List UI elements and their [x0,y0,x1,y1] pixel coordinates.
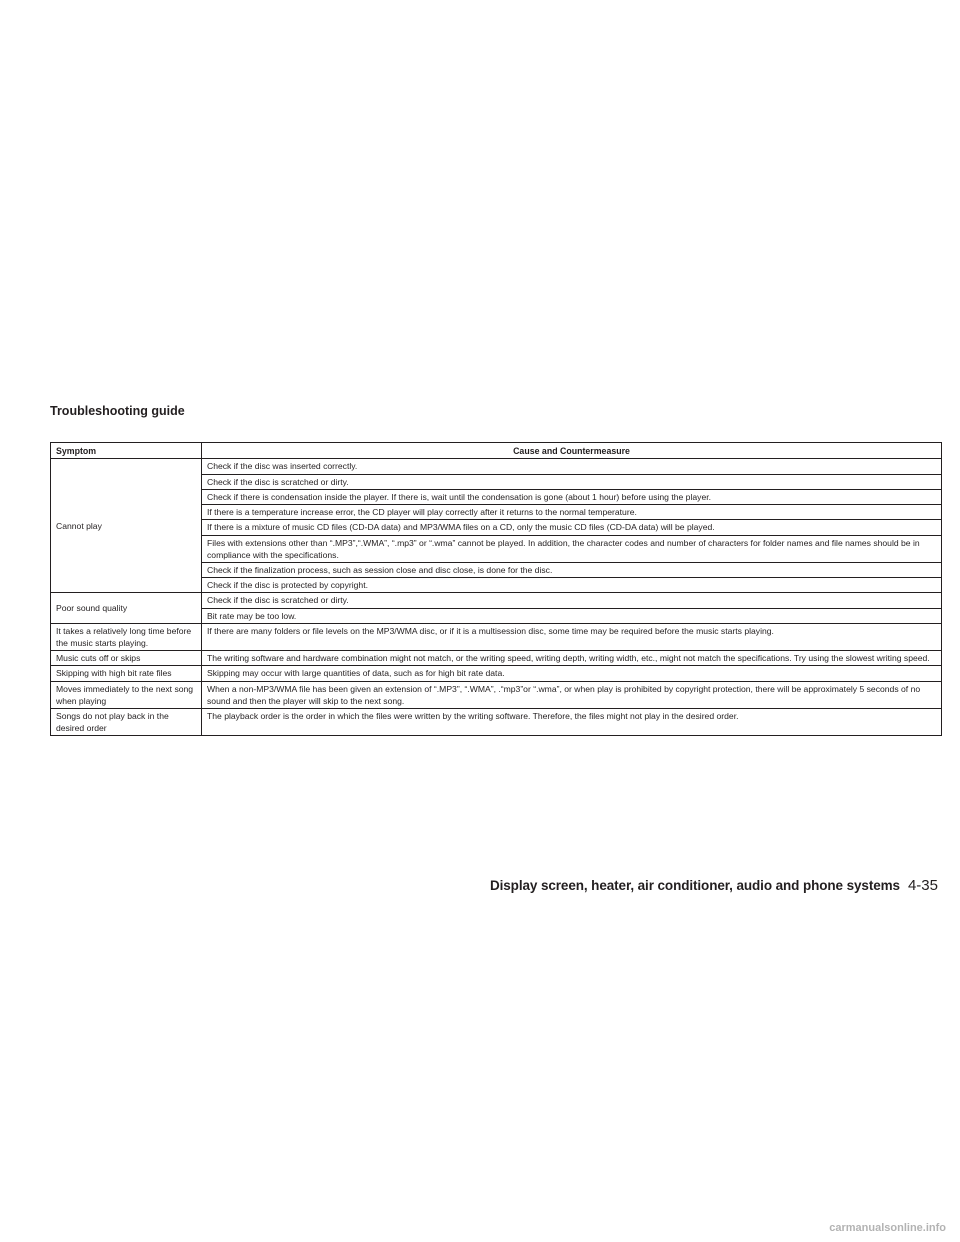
watermark: carmanualsonline.info [829,1222,946,1234]
cause-cell: If there is a mixture of music CD files (CD-DA data) and MP3/WMA files on a CD, only the music CD files (CD-DA data) will be played. [202,520,942,535]
header-symptom: Symptom [51,443,202,459]
section-title: Troubleshooting guide [50,404,185,418]
cause-cell: Check if the disc was inserted correctly. [202,459,942,474]
footer-chapter-title: Display screen, heater, air conditioner, audio and phone systems [489,878,900,893]
table-row [51,593,942,608]
symptom-cell: Poor sound quality [51,593,202,623]
cause-cell: Check if the finalization process, such as session close and disc close, is done for the disc. [202,562,942,577]
symptom-cell: Cannot play [51,459,202,593]
symptom-cell: Moves immediately to the next song when playing [51,681,202,708]
cause-cell: Check if there is condensation inside the player. If there is, wait until the condensation is gone (about 1 hour) before using the player. [202,489,942,504]
cause-cell: Check if the disc is scratched or dirty. [202,474,942,489]
table-row [51,623,942,650]
footer-page-number: 4-35 [907,877,938,894]
symptom-cell: Music cuts off or skips [51,651,202,666]
table-row [51,666,942,681]
symptom-cell: Skipping with high bit rate files [51,666,202,681]
troubleshooting-table [50,442,942,736]
cause-cell: The playback order is the order in which the files were written by the writing software. Therefore, the files might not play in the desired order. [202,708,942,735]
symptom-cell: It takes a relatively long time before the music starts playing. [51,623,202,650]
cause-cell: Check if the disc is protected by copyright. [202,578,942,593]
cause-cell: The writing software and hardware combination might not match, or the writing speed, writing depth, writing width, etc., might not match the specifications. Try using the slowest writing speed. [202,651,942,666]
cause-cell: If there is a temperature increase error, the CD player will play correctly after it returns to the normal temperature. [202,505,942,520]
cause-cell: Files with extensions other than “.MP3”,“.WMA”, “.mp3” or “.wma” cannot be played. In addition, the character codes and number of characters for folder names and file names should be in compliance with the specifications. [202,535,942,562]
cause-cell: When a non-MP3/WMA file has been given an extension of “.MP3”, “.WMA”, .“mp3”or “.wma”, or when play is prohibited by copyright protection, there will be approximately 5 seconds of no sound and then the player will skip to the next song. [202,681,942,708]
cause-cell: Skipping may occur with large quantities of data, such as for high bit rate data. [202,666,942,681]
table-row [51,459,942,474]
cause-cell: Check if the disc is scratched or dirty. [202,593,942,608]
symptom-cell: Songs do not play back in the desired order [51,708,202,735]
table-row [51,681,942,708]
table-row [51,708,942,735]
table-header-row [51,443,942,459]
cause-cell: Bit rate may be too low. [202,608,942,623]
header-cause: Cause and Countermeasure [202,443,942,459]
table-row [51,651,942,666]
cause-cell: If there are many folders or file levels on the MP3/WMA disc, or if it is a multisession disc, some time may be required before the music starts playing. [202,623,942,650]
troubleshooting-table-container [50,442,941,736]
page-footer [490,877,938,894]
